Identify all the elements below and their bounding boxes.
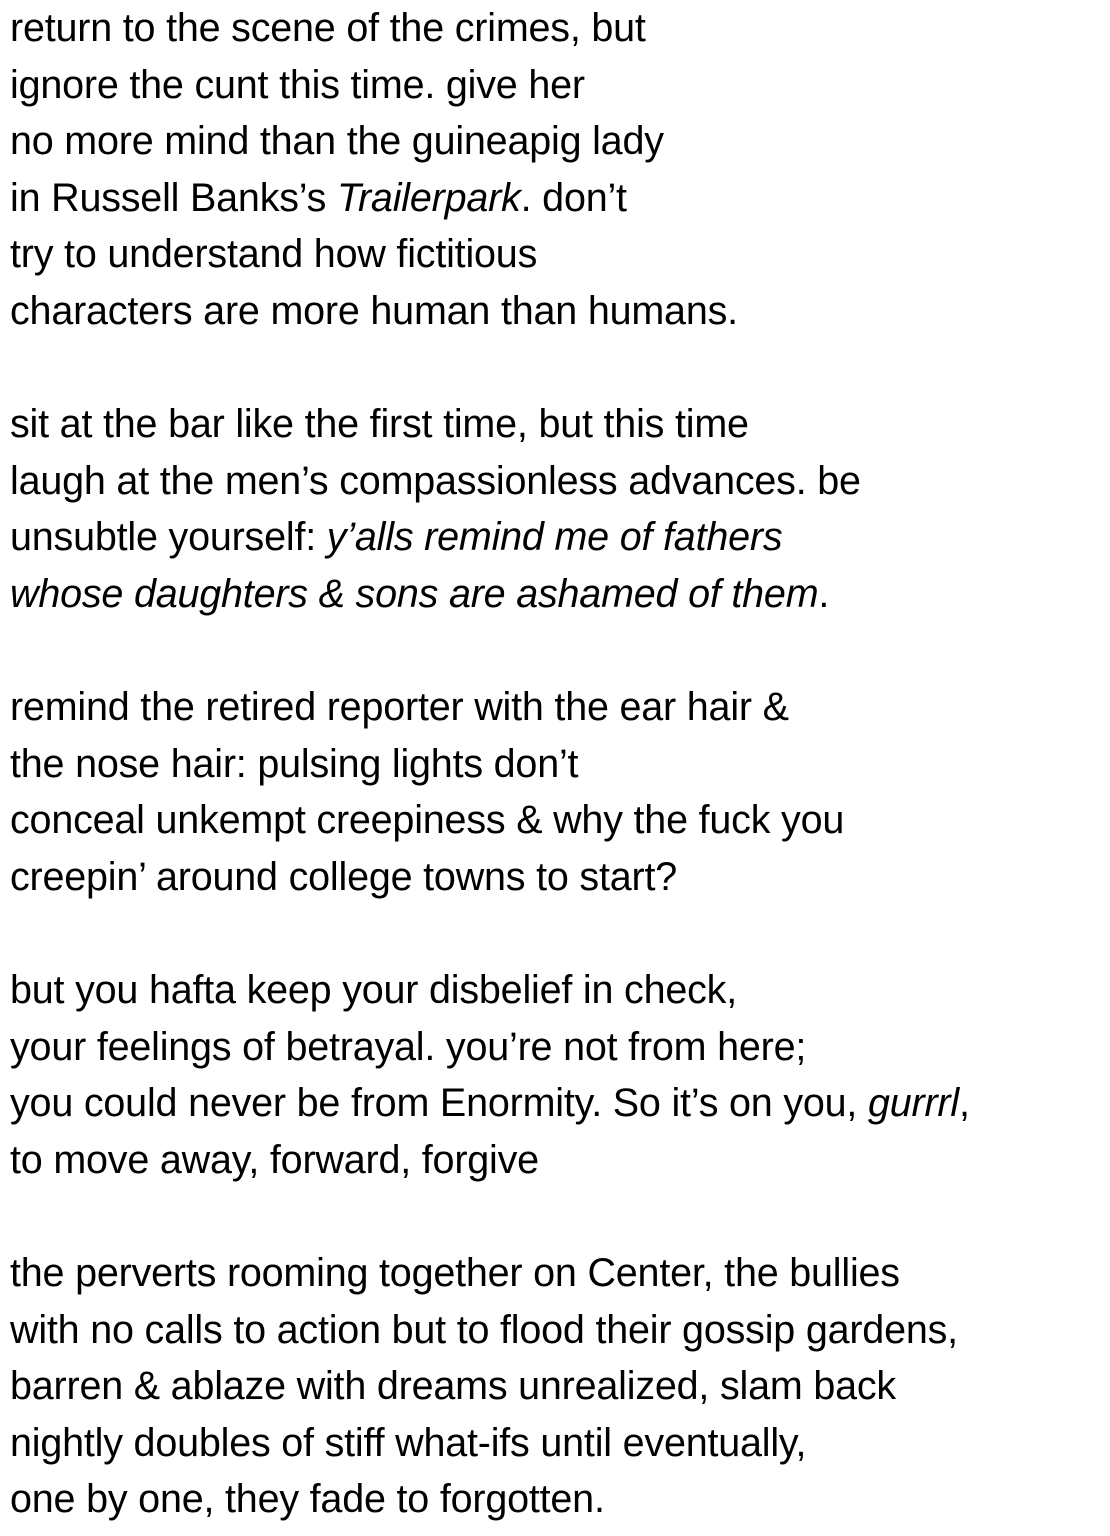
poem-body bbox=[10, 0, 1105, 1528]
poem-line: nightly doubles of stiff what-ifs until eventually, bbox=[10, 1420, 807, 1465]
poem-line: remind the retired reporter with the ear hair & bbox=[10, 685, 789, 730]
poem-line bbox=[10, 1075, 1105, 1132]
stanza-3 bbox=[10, 679, 1105, 905]
italic-quote: whose daughters & sons are ashamed of them bbox=[10, 571, 819, 616]
book-title-italic: Trailerpark bbox=[336, 175, 521, 220]
stanza-2 bbox=[10, 396, 1105, 622]
stanza-1 bbox=[10, 0, 1105, 340]
poem-line: try to understand how fictitious bbox=[10, 232, 538, 277]
poem-line: to move away, forward, forgive bbox=[10, 1137, 539, 1182]
poem-line: the nose hair: pulsing lights don’t bbox=[10, 741, 579, 786]
poem-line: your feelings of betrayal. you’re not from here; bbox=[10, 1024, 807, 1069]
poem-line: sit at the bar like the first time, but this time bbox=[10, 402, 749, 447]
line-segment: unsubtle yourself: bbox=[10, 515, 327, 560]
poem-line: ignore the cunt this time. give her bbox=[10, 62, 585, 107]
poem-line: laugh at the men’s compassionless advances. be bbox=[10, 458, 861, 503]
poem-line: with no calls to action but to flood their gossip gardens, bbox=[10, 1307, 958, 1352]
poem-line: barren & ablaze with dreams unrealized, slam back bbox=[10, 1364, 896, 1409]
line-segment: in Russell Banks’s bbox=[10, 175, 337, 220]
poem-line bbox=[10, 566, 1105, 623]
line-segment: . bbox=[818, 571, 830, 616]
poem-line: conceal unkempt creepiness & why the fuck you bbox=[10, 798, 845, 843]
poem-line: creepin’ around college towns to start? bbox=[10, 854, 678, 899]
poem-line: no more mind than the guineapig lady bbox=[10, 119, 664, 164]
stanza-4 bbox=[10, 962, 1105, 1188]
italic-quote: y’alls remind me of fathers bbox=[326, 515, 783, 560]
poem-line bbox=[10, 509, 1105, 566]
poem-line bbox=[10, 170, 1105, 227]
poem-line: return to the scene of the crimes, but bbox=[10, 6, 646, 50]
poem-line: the perverts rooming together on Center, the bullies bbox=[10, 1251, 900, 1296]
line-segment: you could never be from Enormity. So it’s on you, bbox=[10, 1081, 868, 1126]
line-segment: . don’t bbox=[520, 175, 627, 220]
italic-word: gurrrl bbox=[867, 1081, 959, 1126]
poem-line: but you hafta keep your disbelief in check, bbox=[10, 968, 737, 1013]
stanza-5 bbox=[10, 1245, 1105, 1528]
poem-line: characters are more human than humans. bbox=[10, 288, 738, 333]
line-segment: , bbox=[958, 1081, 970, 1126]
poem-line: one by one, they fade to forgotten. bbox=[10, 1477, 605, 1522]
